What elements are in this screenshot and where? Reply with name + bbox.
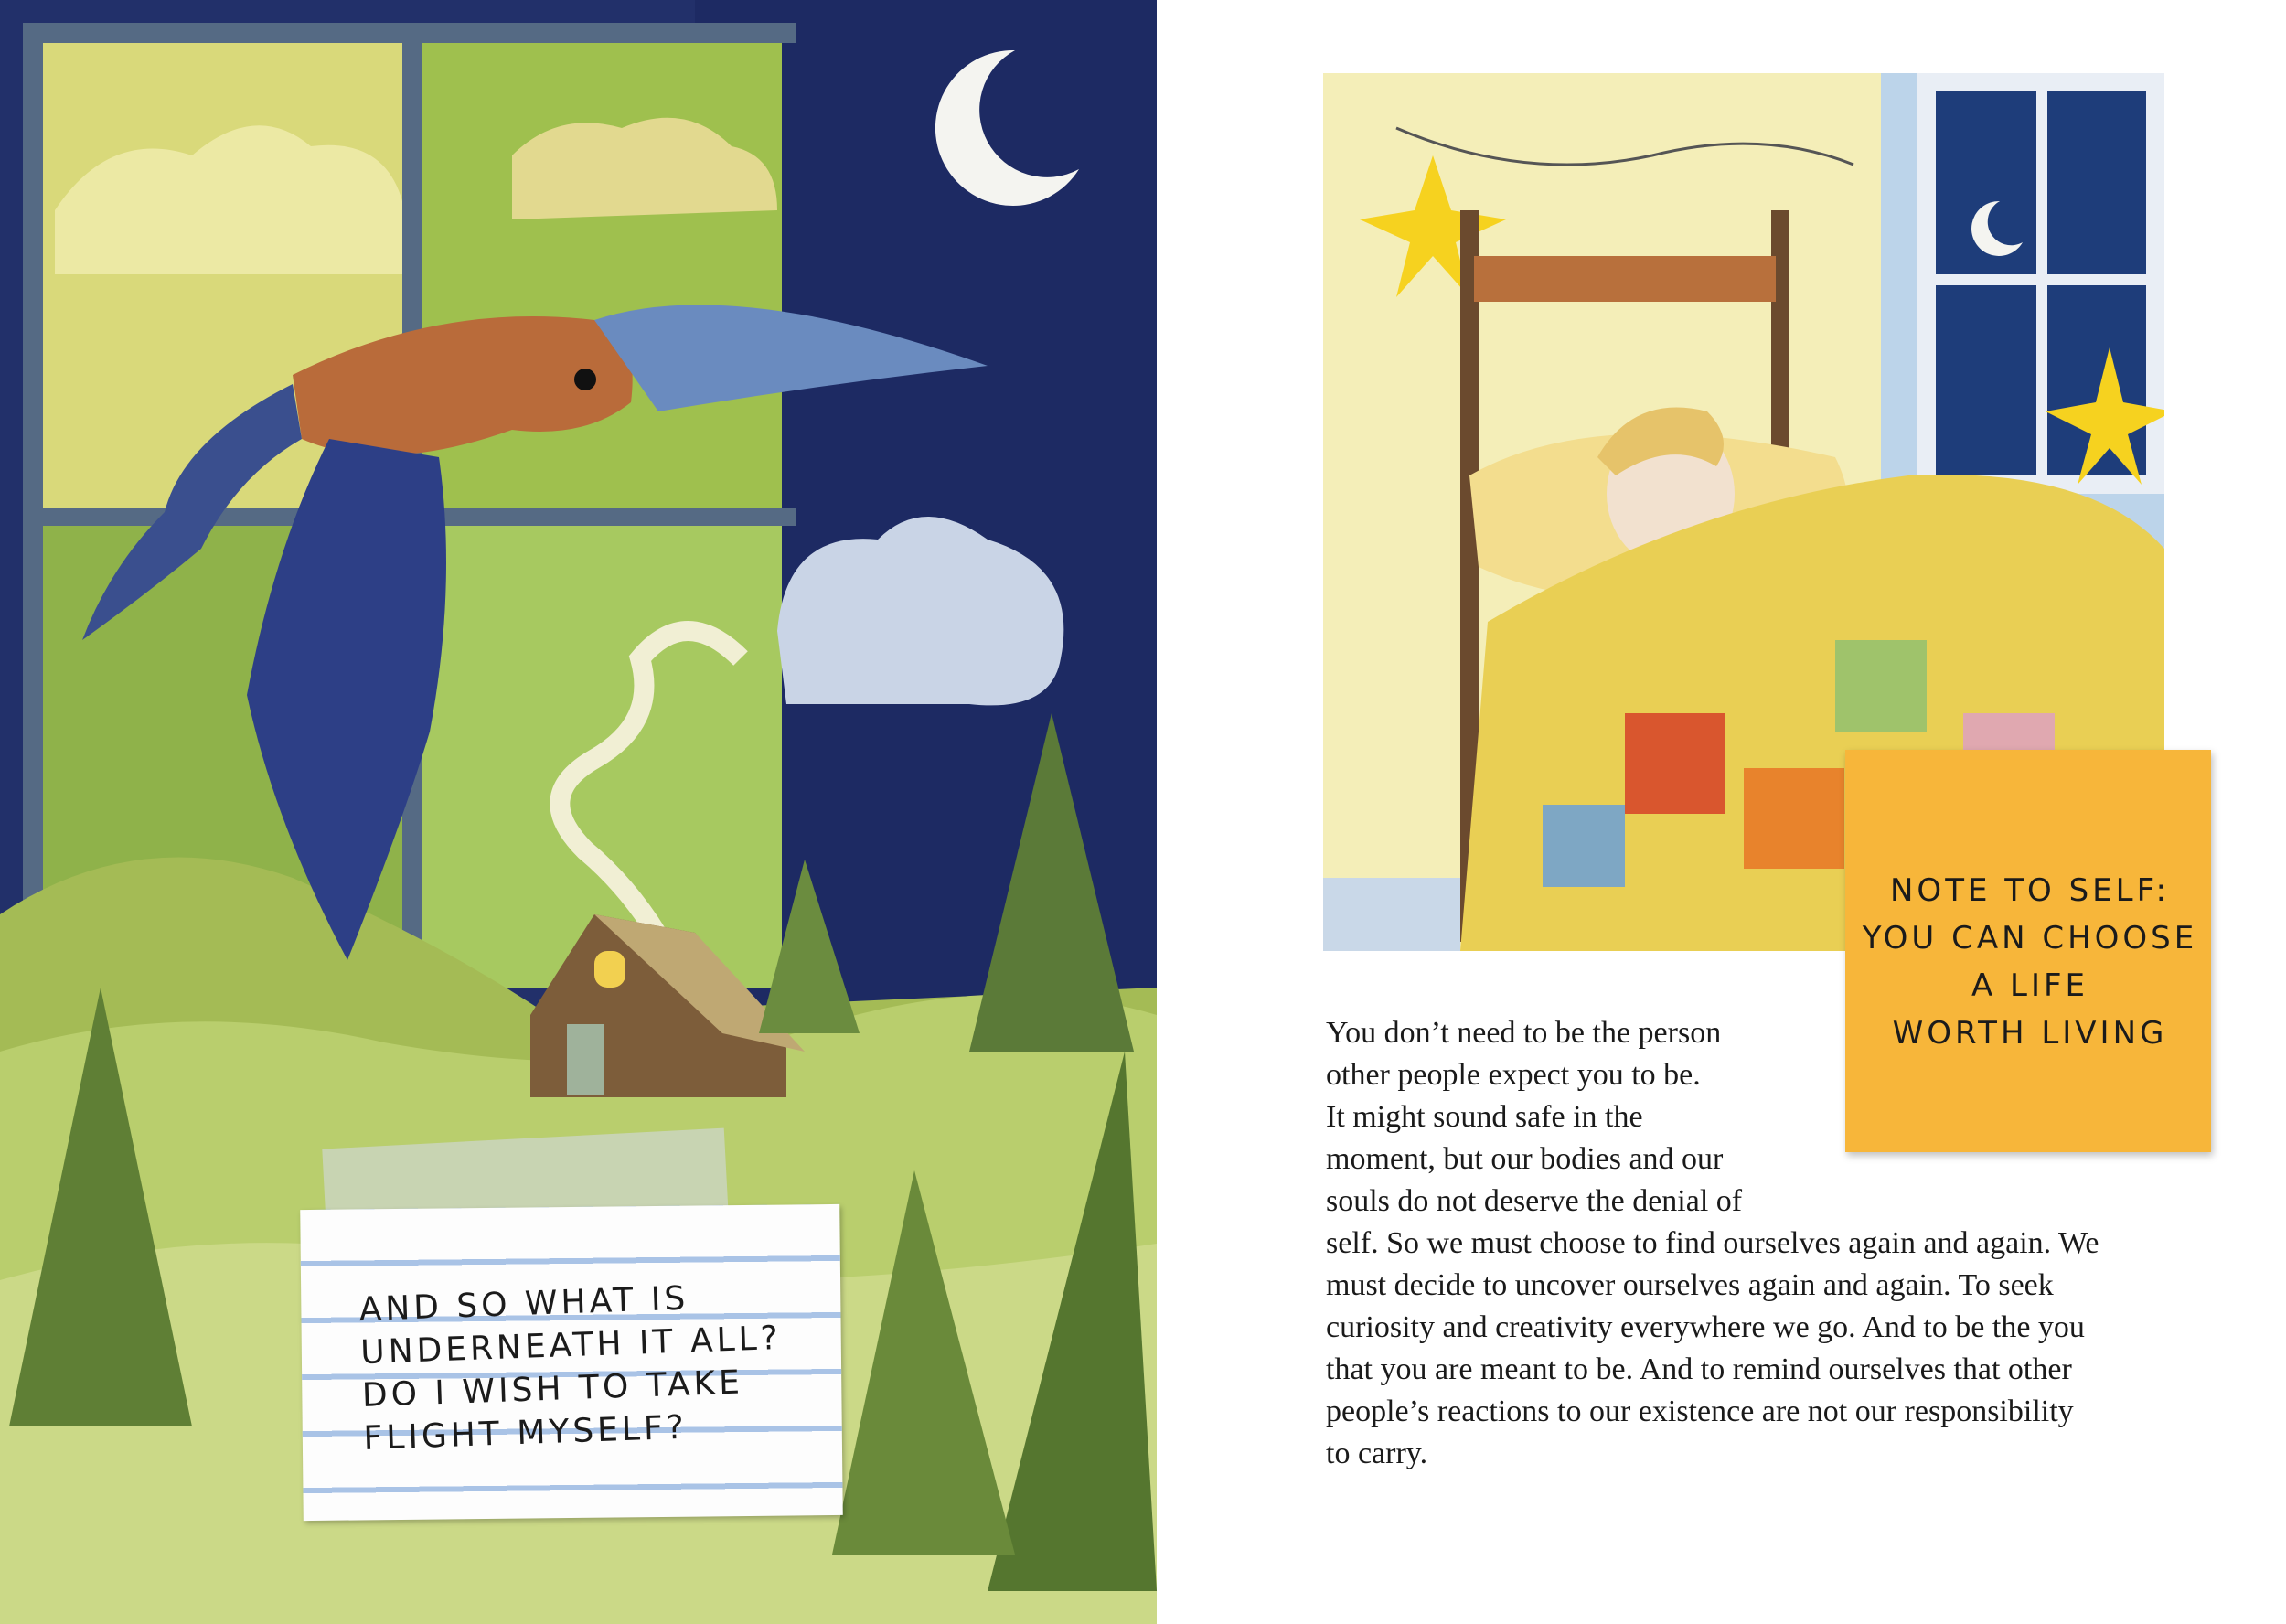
body-line: other people expect you to be. xyxy=(1326,1058,1701,1092)
body-line: moment, but our bodies and our xyxy=(1326,1142,1724,1176)
index-card-text xyxy=(358,1272,839,1460)
body-line: curiosity and creativity everywhere we go. And to be the you xyxy=(1326,1310,2085,1344)
body-line: You don’t need to be the person xyxy=(1326,1016,1722,1050)
cabin-window xyxy=(594,951,625,988)
card-line: DO I WISH TO TAKE xyxy=(361,1363,744,1416)
headboard-rail xyxy=(1474,256,1776,302)
quilt-patch-red xyxy=(1625,713,1725,814)
card-line: FLIGHT MYSELF? xyxy=(362,1408,689,1458)
body-line: It might sound safe in the xyxy=(1326,1100,1643,1134)
quilt-patch-blue xyxy=(1543,805,1625,887)
body-line: to carry. xyxy=(1326,1437,1428,1470)
body-line: people’s reactions to our existence are not our responsibility xyxy=(1326,1394,2074,1428)
quilt-patch-green xyxy=(1835,640,1927,732)
floor xyxy=(1323,878,1460,951)
body-line: that you are meant to be. And to remind ourselves that other xyxy=(1326,1352,2072,1386)
card-line: AND SO WHAT IS xyxy=(358,1279,689,1330)
sticky-line: A LIFE xyxy=(1971,967,2089,1004)
sticky-line: YOU CAN CHOOSE xyxy=(1862,920,2198,956)
headboard-post-right xyxy=(1771,210,1789,485)
window-frame-left xyxy=(23,23,43,1038)
window-transom xyxy=(1936,274,2146,285)
quilt-patch-orange xyxy=(1744,768,1844,869)
body-line: self. So we must choose to find ourselves again and again. We xyxy=(1326,1226,2099,1260)
sticky-line: NOTE TO SELF: xyxy=(1890,872,2170,909)
body-line: souls do not deserve the denial of xyxy=(1326,1184,1743,1218)
window-frame-top xyxy=(23,23,796,43)
sticky-line: WORTH LIVING xyxy=(1892,1015,2168,1052)
card-line: UNDERNEATH IT ALL? xyxy=(359,1320,783,1373)
body-line: must decide to uncover ourselves again and again. To seek xyxy=(1326,1268,2054,1302)
cabin-door xyxy=(567,1024,604,1095)
body-paragraph xyxy=(1326,1012,2099,1475)
